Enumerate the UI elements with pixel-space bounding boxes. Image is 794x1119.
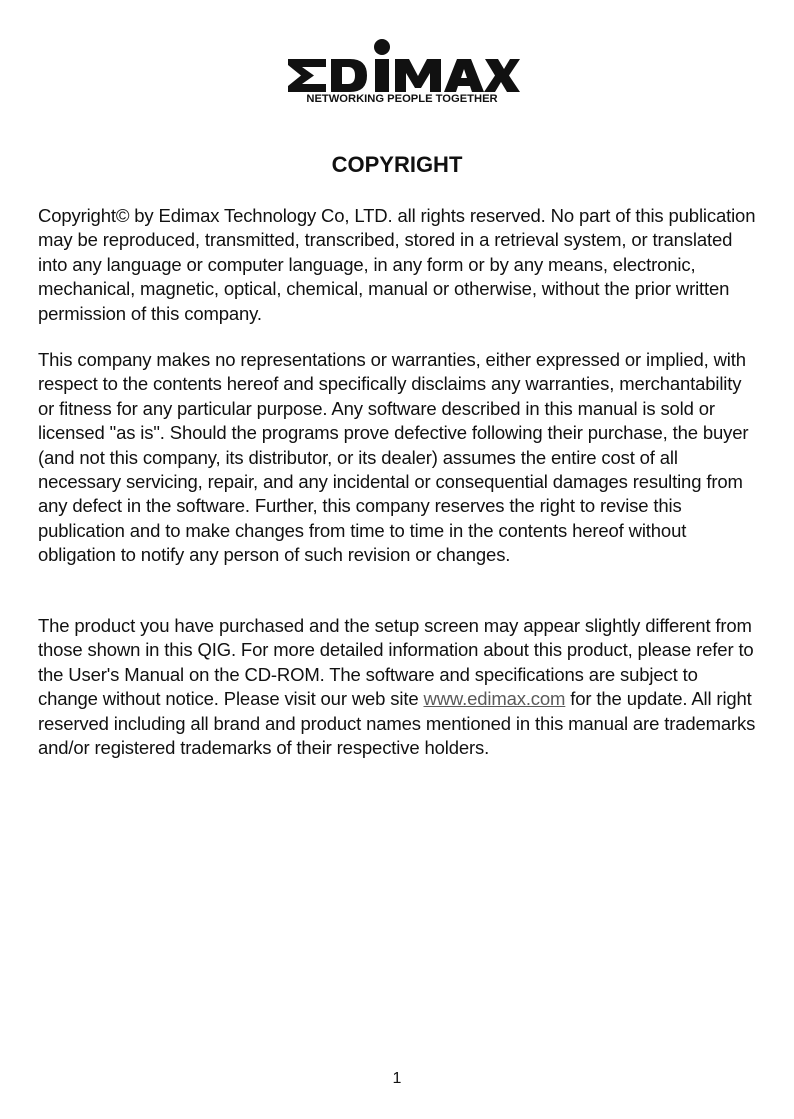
logo-m — [395, 59, 441, 92]
edimax-logo — [284, 38, 520, 106]
logo-sigma-e — [288, 59, 326, 92]
edimax-logo-graphic — [284, 38, 520, 106]
warranty-disclaimer-paragraph: This company makes no representations or warranties, either expressed or implied, with respect to the contents hereof and specifically disclaims any warranties, merchantability or fitness for any particular purpose. Any software described in this manual is sold or licensed "as is". Should the programs prove defective following their purchase, the buyer (and not this company, its distributor, or its dealer) assumes the entire cost of all necessary servicing, repair, and any incidental or consequential damages resulting from any defect in the software. Further, this company reserves the right to revise this publication and to make changes from time to time in the contents hereof without obligation to notify any person of such revision or changes. — [38, 349, 749, 566]
product-notice-paragraph — [38, 614, 760, 760]
page-title: COPYRIGHT — [331, 152, 463, 177]
edimax-website-link[interactable]: www.edimax.com — [423, 688, 566, 710]
logo-a — [444, 59, 484, 92]
logo-x — [484, 59, 520, 92]
product-notice-text-start: The product you have purchased and the setup screen may appear slightly different from those shown in this QIG. For more detailed information about this product, please refer to the User's Manual on the CD-ROM. The software and specifications are subject to change without notice. Please visit our web site — [38, 615, 754, 710]
logo-dot — [374, 39, 390, 55]
page-number: 1 — [392, 1070, 402, 1087]
logo-tagline: NETWORKING PEOPLE TOGETHER — [306, 93, 498, 105]
copyright-paragraph: Copyright© by Edimax Technology Co, LTD. all rights reserved. No part of this publication may be reproduced, transmitted, transcribed, stored in a retrieval system, or translated into any language or computer language, in any form or by any means, electronic, mechanical, magnetic, optical, chemical, manual or otherwise, without the prior written permission of this company. — [38, 205, 756, 324]
logo-d — [331, 59, 367, 92]
logo-i — [375, 59, 389, 92]
product-notice-text-end: for the update. All right reserved including all brand and product names mentioned in this manual are trademarks and/or registered trademarks of their respective holders. — [38, 688, 756, 759]
